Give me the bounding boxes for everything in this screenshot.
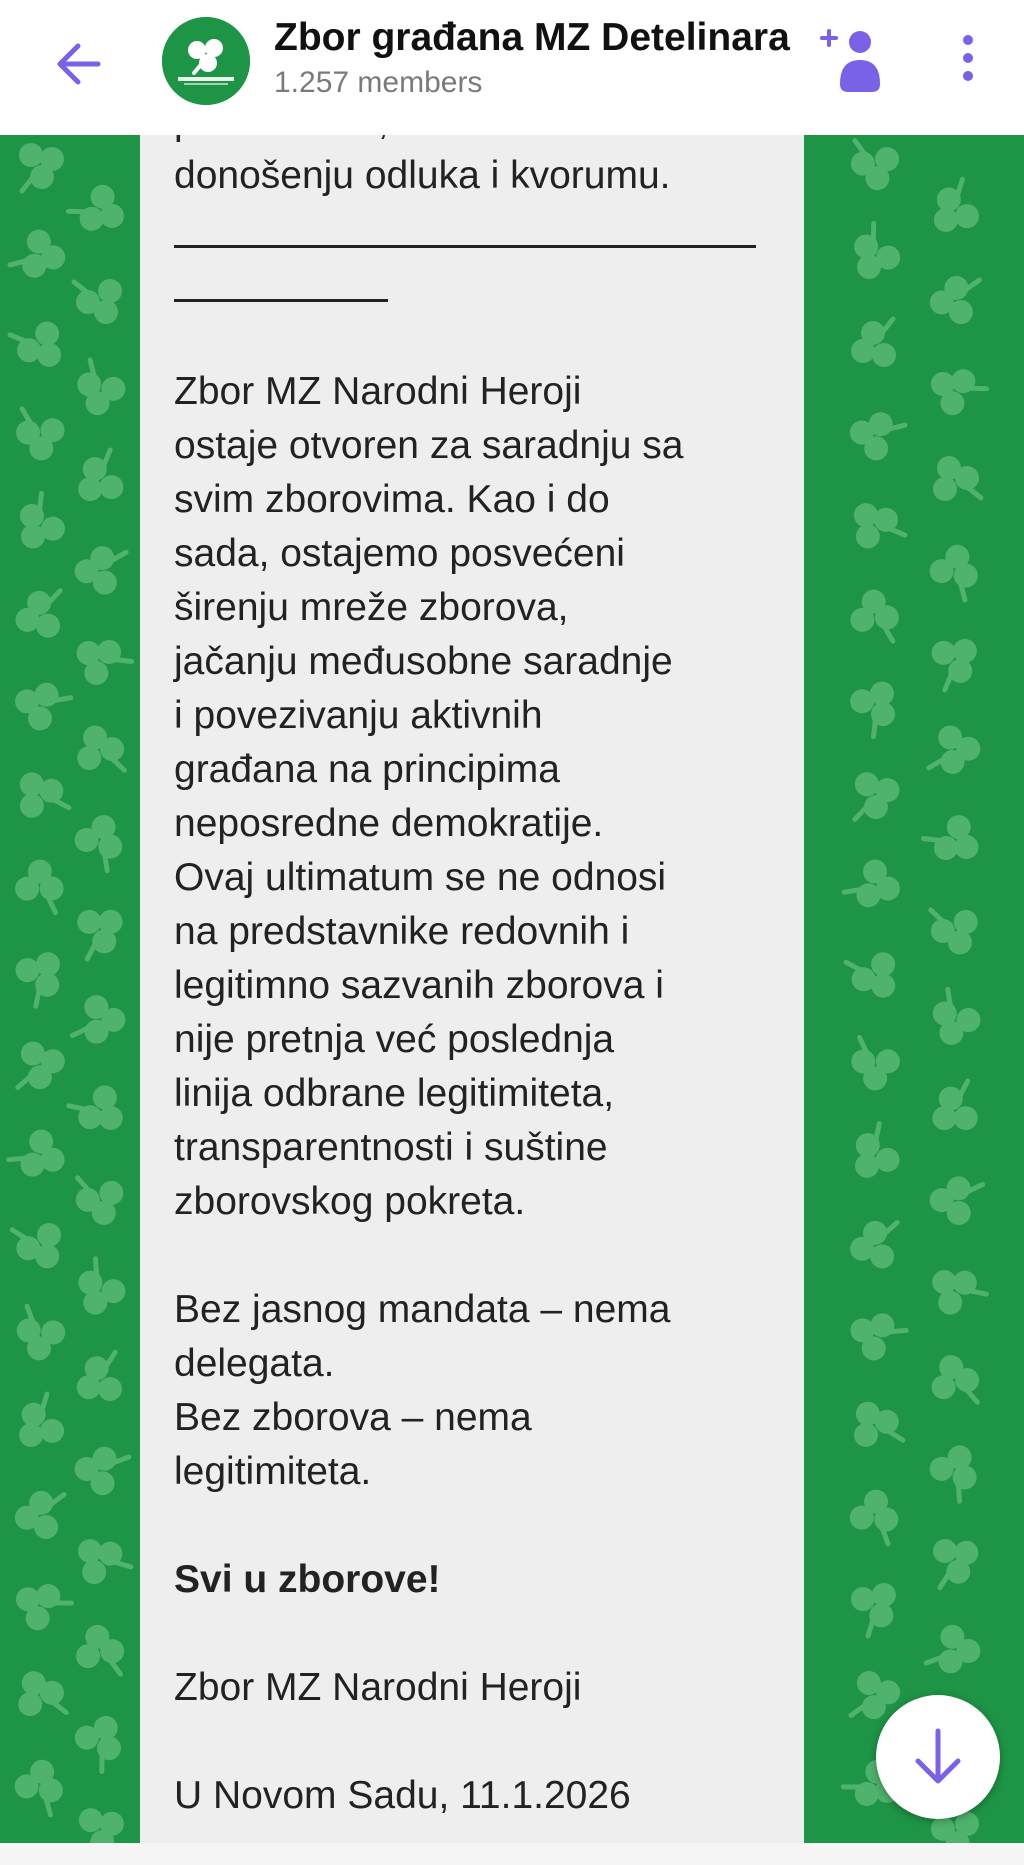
message-line: Bez zborova – nema [174,1396,532,1439]
clover-pattern-icon [847,495,906,551]
group-avatar[interactable] [162,17,250,105]
clover-pattern-icon [847,1576,907,1637]
clover-pattern-icon [76,724,128,773]
clover-pattern-icon [852,771,901,823]
clover-pattern-icon [7,406,68,465]
clover-pattern-icon [925,1257,988,1319]
clover-pattern-icon [925,1438,991,1504]
clover-pattern-icon [932,1536,982,1588]
chat-area[interactable] [0,135,1024,1843]
clover-pattern-icon [846,674,910,739]
clover-pattern-icon [19,143,64,191]
clover-pattern-icon [15,1040,68,1095]
clover-pattern-icon [848,1215,901,1270]
message-line: Bez jasnog mandata – nema [174,1288,671,1331]
message-line: sada, ostajemo posvećeni [174,532,625,575]
clover-pattern-icon [71,1528,132,1588]
clover-pattern-icon [8,1570,74,1635]
message-line: jačanju međusobne saradnje [174,640,673,683]
clover-pattern-icon [70,1175,125,1228]
clover-pattern-icon [14,766,70,819]
clover-pattern-icon [845,950,901,1003]
more-vertical-icon[interactable] [948,30,988,90]
message-line: zborovskog pokreta. [174,1180,526,1223]
clover-pattern-icon [925,538,990,603]
clover-pattern-icon [70,449,126,508]
clover-pattern-icon [927,907,979,956]
clover-pattern-icon [67,1081,130,1143]
message-bubble[interactable] [140,95,804,1843]
slogan-line: Svi u zborove! [174,1558,441,1601]
chat-title[interactable]: Zbor građana MZ Detelinara [274,16,790,59]
clover-pattern-icon [926,722,985,783]
clover-pattern-icon [75,904,128,960]
clover-pattern-icon [842,855,908,921]
clover-pattern-icon [842,1122,904,1185]
clover-pattern-icon [18,1671,67,1717]
clover-pattern-icon [926,268,982,327]
clover-pattern-icon [70,807,136,873]
clover-pattern-icon [5,1304,69,1367]
signature-line: Zbor MZ Narodni Heroji [174,1666,582,1709]
message-line: Ovaj ultimatum se ne odnosi [174,856,667,899]
clover-pattern-icon [851,319,896,367]
arrow-left-icon[interactable] [50,34,110,94]
clover-pattern-icon [923,178,982,239]
clover-pattern-icon [68,1435,131,1499]
message-line: građana na principima [174,748,560,791]
clover-pattern-icon [73,1352,123,1404]
clover-pattern-icon [922,811,987,875]
clover-pattern-icon [12,1222,64,1272]
message-line: delegata. [174,1342,335,1385]
chat-header [0,0,1024,135]
clover-pattern-icon [11,854,74,915]
clover-pattern-icon [926,1080,979,1136]
message-line: linija odbrane legitimiteta, [174,1072,615,1115]
clover-pattern-icon [70,1708,135,1774]
message-line: svim zborovima. Kao i do [174,478,610,521]
clover-pattern-icon [8,225,73,290]
clover-pattern-icon [843,400,908,465]
clover-pattern-icon [841,1035,904,1096]
message-line: ostaje otvoren za saradnju sa [174,424,684,467]
clover-pattern-icon [11,1484,67,1542]
clover-pattern-icon [69,626,134,690]
message-line: transparentnosti i suštine [174,1126,608,1169]
clover-pattern-icon [11,945,73,1008]
message-line: Zbor MZ Narodni Heroji [174,370,582,413]
clover-pattern-icon [930,1353,985,1406]
clover-pattern-icon [7,1125,73,1191]
clover-pattern-icon [9,319,68,375]
clover-pattern-icon [65,1257,131,1323]
add-user-icon[interactable] [818,22,890,94]
clover-pattern-icon [14,587,63,639]
clover-pattern-icon [73,1621,131,1677]
clover-pattern-icon [843,1300,909,1366]
clover-pattern-icon [70,537,129,598]
message-line: i povezivanju aktivnih [174,694,543,737]
clover-pattern-icon [851,1398,903,1448]
clover-pattern-icon [65,358,130,423]
clover-pattern-icon [929,632,985,691]
clover-pattern-icon [847,585,908,644]
clover-pattern-icon [920,987,986,1053]
bottom-edge [0,1843,1024,1865]
clover-pattern-icon [8,1393,68,1454]
separator-line [174,203,794,257]
clover-pattern-icon [6,492,70,557]
clover-pattern-icon [924,1620,987,1684]
clover-pattern-icon [7,670,73,736]
message-line: širenju mreže zborova, [174,586,569,629]
clover-pattern-icon [933,456,981,501]
scroll-down-button[interactable] [876,1695,1000,1819]
clover-logo-icon [162,17,250,105]
clover-pattern-icon [74,279,122,324]
clover-pattern-icon [924,1166,985,1229]
clover-pattern-icon [70,991,131,1054]
clover-pattern-icon [840,222,905,287]
message-line: donošenju odluka i kvorumu. [174,154,671,197]
message-text [174,95,794,1823]
message-line: nije pretnja već poslednja [174,1018,615,1061]
clover-pattern-icon [923,355,988,420]
message-line: legitimiteta. [174,1450,372,1493]
place-date-line: U Novom Sadu, 11.1.2026 [174,1774,631,1817]
separator-line [174,257,794,311]
clover-pattern-icon [843,138,902,194]
arrow-down-icon [876,1695,1000,1819]
member-count: 1.257 members [274,66,483,99]
message-line: legitimno sazvanih zborova i [174,964,664,1007]
clover-pattern-icon [67,180,132,245]
clover-pattern-icon [10,1753,75,1818]
clover-pattern-icon [845,1483,909,1546]
message-line: na predstavnike redovnih i [174,910,630,953]
message-line: neposredne demokratije. [174,802,604,845]
